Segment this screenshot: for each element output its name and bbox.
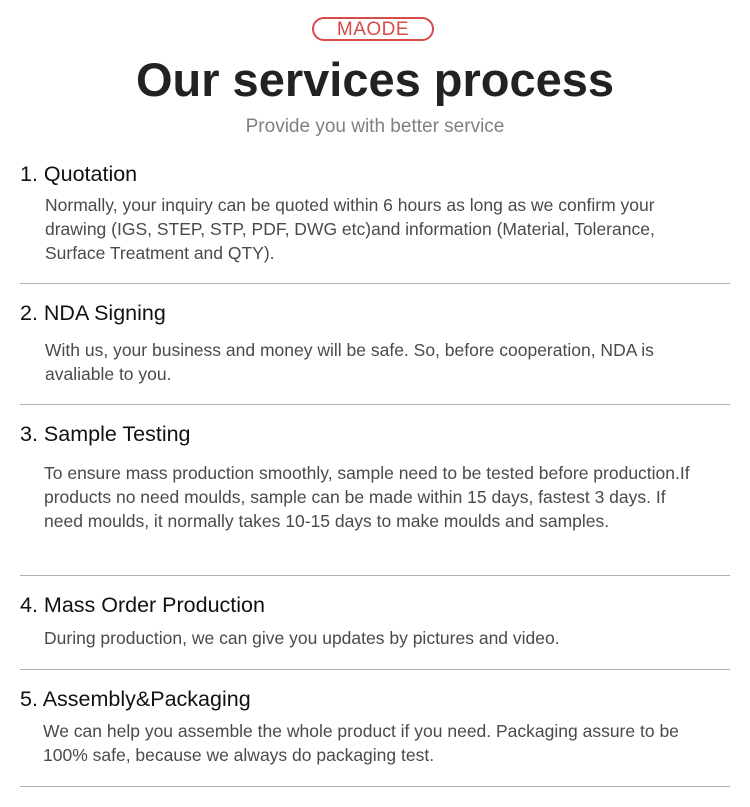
page-title: Our services process [135,53,615,106]
page-subtitle: Provide you with better service [245,116,505,137]
step-assembly-packaging [20,685,730,713]
step-sample-testing [20,420,730,448]
step-description: During production, we can give you updates by pictures and video. [44,628,560,648]
step-title: 3. Sample Testing [20,422,191,446]
step-quotation [20,160,730,188]
step-title: 2. NDA Signing [20,301,166,325]
step-description: To ensure mass production smoothly, sample need to be tested before production.If products no need moulds, sample can be made within 15 days, fastest 3 days. If need moulds, it normally takes 10-15 days to make moulds and samples. [44,463,690,531]
divider [20,669,730,670]
step-description: With us, your business and money will be safe. So, before cooperation, NDA is avaliable to you. [45,340,654,384]
step-title: 4. Mass Order Production [20,593,265,617]
step-title: 1. Quotation [20,162,138,186]
divider [20,283,730,284]
brand-badge: MAODE [312,17,434,41]
step-description: Normally, your inquiry can be quoted within 6 hours as long as we confirm your drawing (IGS, STEP, STP, PDF, DWG etc)and information (Material, Tolerance, Surface Treatment and QTY). [45,195,655,263]
step-description: We can help you assemble the whole product if you need. Packaging assure to be 100% safe, because we always do packaging test. [43,721,679,765]
step-nda-signing [20,299,730,327]
step-title: 5. Assembly&Packaging [20,687,251,711]
step-mass-order-production [20,591,730,619]
divider [20,786,730,787]
divider [20,404,730,405]
divider [20,575,730,576]
